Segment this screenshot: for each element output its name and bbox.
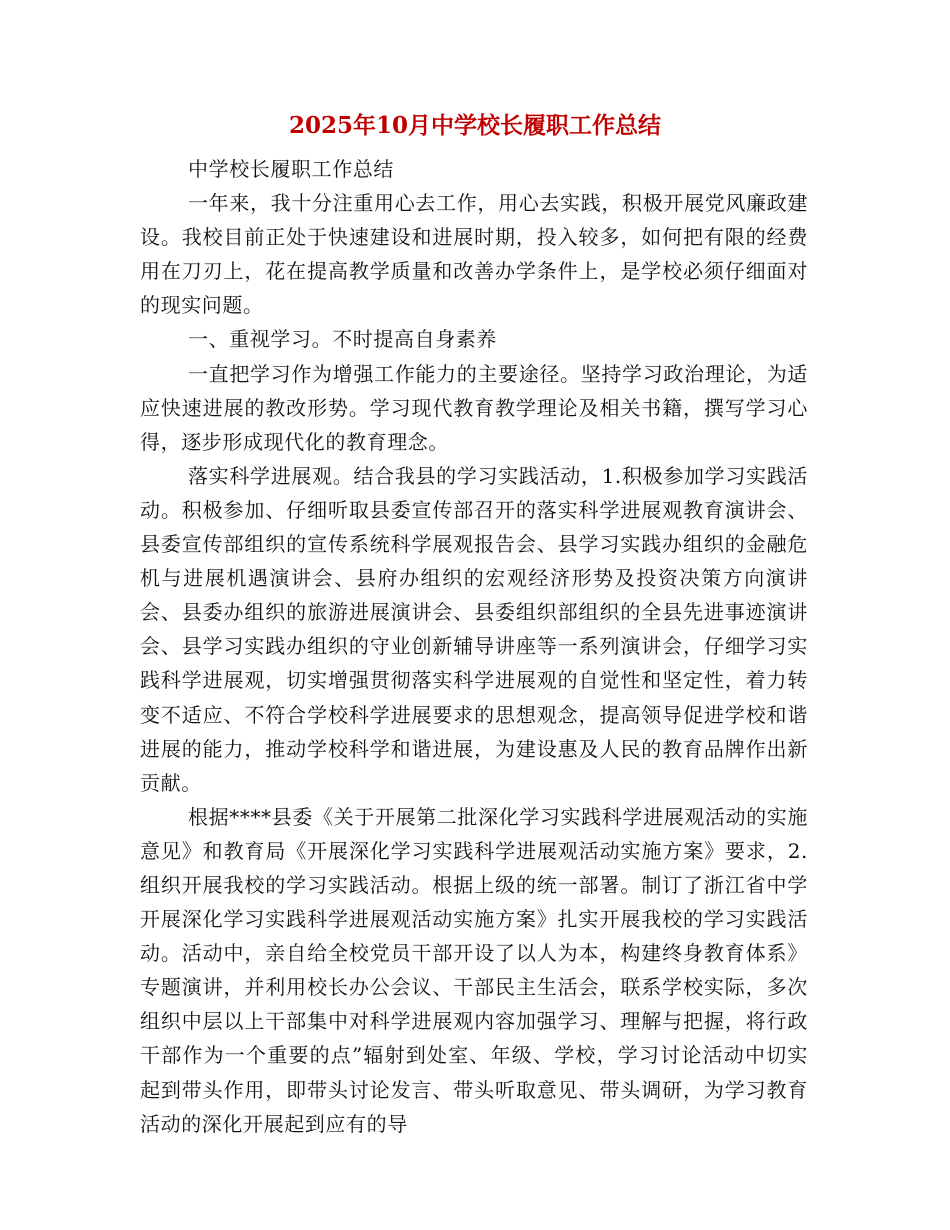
paragraph-study: 一直把学习作为增强工作能力的主要途径。坚持学习政治理论，为适应快速进展的教改形势。学习现代教育教学理论及相关书籍，撰写学习心得，逐步形成现代化的教育理念。	[140, 361, 808, 454]
paragraph-subtitle: 中学校长履职工作总结	[188, 157, 394, 181]
paragraph-science-development: 落实科学进展观。结合我县的学习实践活动，1.积极参加学习实践活动。积极参加、仔细听取县委宣传部召开的落实科学进展观教育演讲会、县委宣传部组织的宣传系统科学展观报告会、县学习实践办组织的金融危机与进展机遇演讲会、县府办组织的宏观经济形势及投资决策方向演讲会、县委办组织的旅游进展演讲会、县委组织部组织的全县先进事迹演讲会、县学习实践办组织的守业创新辅导讲座等一系列演讲会，仔细学习实践科学进展观，切实增强贯彻落实科学进展观的自觉性和坚定性，着力转变不适应、不符合学校科学进展要求的思想观念，提高领导促进学校和谐进展的能力，推动学校科学和谐进展，为建设惠及人民的教育品牌作出新贡献。	[140, 463, 808, 795]
paragraph-intro: 一年来，我十分注重用心去工作，用心去实践，积极开展党风廉政建设。我校目前正处于快速建设和进展时期，投入较多，如何把有限的经费用在刀刃上，花在提高教学质量和改善办学条件上，是学校必须仔细面对的现实问题。	[140, 191, 808, 318]
paragraph-implementation: 根据****县委《关于开展第二批深化学习实践科学进展观活动的实施意见》和教育局《开展深化学习实践科学进展观活动实施方案》要求，2.组织开展我校的学习实践活动。根据上级的统一部署。制订了浙江省中学开展深化学习实践科学进展观活动实施方案》扎实开展我校的学习实践活动。活动中，亲自给全校党员干部开设了以人为本，构建终身教育体系》专题演讲，并利用校长办公会议、干部民主生活会，联系学校实际，多次组织中层以上干部集中对科学进展观内容加强学习、理解与把握，将行政干部作为一个重要的点”辐射到处室、年级、学校，学习讨论活动中切实起到带头作用，即带头讨论发言、带头听取意见、带头调研，为学习教育活动的深化开展起到应有的导	[140, 804, 808, 1136]
document-body	[140, 152, 808, 1141]
section-heading-1: 一、重视学习。不时提高自身素养	[188, 327, 497, 352]
document-title: 2025年10月中学校长履职工作总结	[288, 112, 662, 139]
